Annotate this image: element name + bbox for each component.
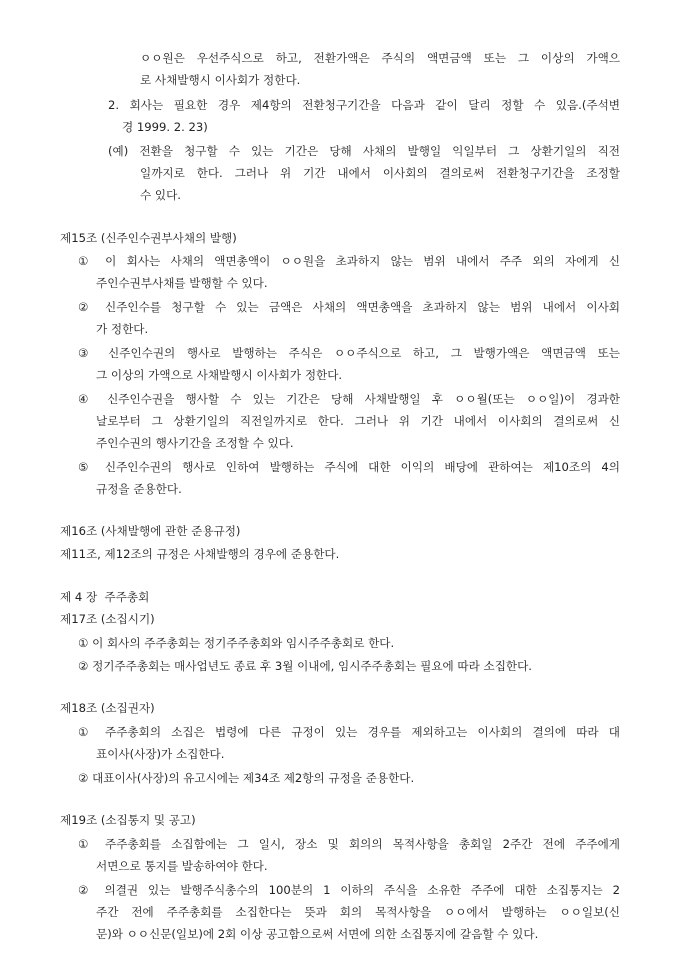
text-line: 날로부터 그 상환기일의 직전일까지로 한다. 그러나 위 기간 내에서 이사회의 결의로써 신 (96, 414, 620, 428)
text-line: 표이사(사장)가 소집한다. (96, 747, 225, 761)
text-line: 주인수권의 행사기간을 조정할 수 있다. (96, 436, 294, 450)
clause-2: ② 대표이사(사장)의 유고시에는 제34조 제2항의 규정을 준용한다. (78, 771, 415, 785)
text-line: ㅇㅇ원은 우선주식으로 하고, 전환가액은 주식의 액면금액 또는 그 이상의 가액으 (140, 51, 620, 65)
clause-1: ① 이 회사는 사채의 액면총액이 ㅇㅇ원을 초과하지 않는 범위 내에서 주주 외의 자에게 신 (78, 254, 620, 268)
example-note: (예) 전환을 청구할 수 있는 기간은 당해 사채의 발행일 익일부터 그 상환기일의 직전 (108, 144, 620, 158)
text-line: 주인수권부사채를 발행할 수 있다. (96, 276, 268, 290)
clause-4: ④ 신주인수권을 행사할 수 있는 기간은 당해 사채발행일 후 ㅇㅇ월(또는 ㅇㅇ일)이 경과한 (78, 392, 620, 406)
text-line: 서면으로 통지를 발송하여야 한다. (96, 859, 268, 873)
article-title: 제15조 (신주인수권부사채의 발행) (60, 231, 237, 245)
article-title: 제17조 (소집시기) (60, 612, 155, 626)
clause-1: ① 주주총회를 소집함에는 그 일시, 장소 및 회의의 목적사항을 총회일 2주간 전에 주주에게 (78, 837, 620, 851)
clause-2: ② 의결권 있는 발행주식총수의 100분의 1 이하의 주식을 소유한 주주에 대한 소집통지는 2 (78, 883, 620, 897)
clause-2: ② 정기주주총회는 매사업년도 종료 후 3월 이내에, 임시주주총회는 필요에 따라 소집한다. (78, 659, 532, 673)
clause-2: ② 신주인수를 청구할 수 있는 금액은 사채의 액면총액을 초과하지 않는 범위 내에서 이사회 (78, 300, 620, 314)
article-title: 제19조 (소집통지 및 공고) (60, 813, 196, 827)
text-line: 경 1999. 2. 23) (122, 120, 208, 134)
list-item-2: 2. 회사는 필요한 경우 제4항의 전환청구기간을 다음과 같이 달리 정할 수 있음.(주석변 (108, 98, 620, 112)
clause-1: ① 주주총회의 소집은 법령에 다른 규정이 있는 경우를 제외하고는 이사회의 결의에 따라 대 (78, 725, 620, 739)
text-line: 수 있다. (140, 188, 181, 202)
article-title: 제16조 (사채발행에 관한 준용규정) (60, 524, 241, 538)
clause-3: ③ 신주인수권의 행사로 발행하는 주식은 ㅇㅇ주식으로 하고, 그 발행가액은 액면금액 또는 (78, 346, 620, 360)
article-title: 제18조 (소집권자) (60, 701, 155, 715)
article-body: 제11조, 제12조의 규정은 사채발행의 경우에 준용한다. (60, 547, 340, 561)
text-line: 문)와 ㅇㅇ신문(일보)에 2회 이상 공고함으로써 서면에 의한 소집통지에 갈음할 수 있다. (96, 927, 539, 941)
text-line: 일까지로 한다. 그러나 위 기간 내에서 이사회의 결의로써 전환청구기간을 조정할 (140, 166, 620, 180)
text-line: 그 이상의 가액으로 사채발행시 이사회가 정한다. (96, 368, 343, 382)
text-line: 규정을 준용한다. (96, 482, 182, 496)
text-line: 가 정한다. (96, 322, 149, 336)
chapter-title: 제 4 장 주주총회 (60, 590, 150, 604)
text-line: 주간 전에 주주총회를 소집한다는 뜻과 회의 목적사항을 ㅇㅇ에서 발행하는 ㅇㅇ일보(신 (96, 905, 620, 919)
clause-1: ① 이 회사의 주주총회는 정기주주총회와 임시주주총회로 한다. (78, 636, 395, 650)
clause-5: ⑤ 신주인수권의 행사로 인하여 발행하는 주식에 대한 이익의 배당에 관하여는 제10조의 4의 (78, 460, 620, 474)
text-line: 로 사채발행시 이사회가 정한다. (140, 73, 301, 87)
